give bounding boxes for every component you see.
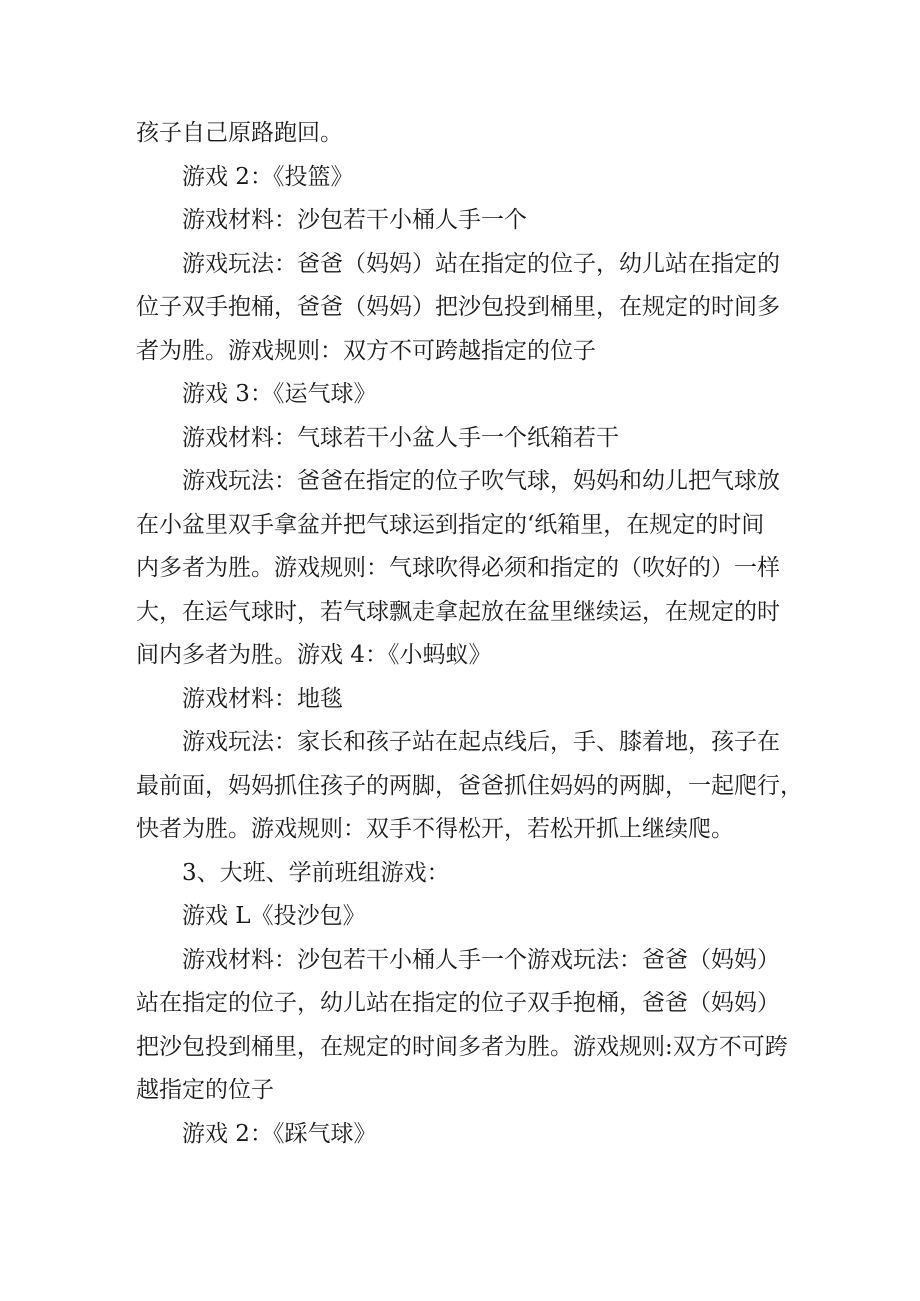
text-line: 越指定的位子	[136, 1077, 274, 1103]
paragraph	[136, 460, 796, 678]
document-body	[136, 112, 803, 1156]
text-line: 游戏材料：沙包若干小桶人手一个游戏玩法：爸爸（妈妈）	[182, 946, 780, 973]
game-heading	[136, 156, 796, 200]
game-heading	[136, 373, 796, 417]
text-line: 游戏 3：《运气球》	[182, 381, 377, 407]
text-line: 间内多者为胜。游戏 4：《小蚂蚁》	[136, 642, 492, 668]
text-line: 游戏玩法：爸爸（妈妈）站在指定的位子，幼儿站在指定的	[182, 250, 780, 277]
text-line: 快者为胜。游戏规则：双手不得松开，若松开抓上继续爬。	[136, 816, 734, 842]
text-line: 孩子自己原路跑回。	[136, 120, 343, 146]
text-line: 在小盆里双手拿盆并把气球运到指定的‘纸箱里，在规定的时间	[136, 511, 765, 538]
paragraph	[136, 678, 796, 722]
text-line: 游戏玩法：家长和孩子站在起点线后，手、膝着地，孩子在	[182, 729, 780, 755]
text-line: 游戏 2：《踩气球》	[182, 1120, 377, 1147]
paragraph	[136, 199, 796, 243]
text-line: 游戏 L《投沙包》	[182, 903, 366, 929]
text-line: 内多者为胜。游戏规则：气球吹得必须和指定的（吹好的）一样	[136, 555, 780, 581]
text-line: 游戏材料：气球若干小盆人手一个纸箱若干	[182, 424, 619, 451]
paragraph	[136, 721, 803, 852]
text-line: 游戏 2：《投篮》	[182, 163, 354, 190]
text-line: 把沙包投到桶里，在规定的时间多者为胜。游戏规则:双方不可跨	[136, 1033, 788, 1060]
text-line: 大，在运气球时，若气球飘走拿起放在盆里继续运，在规定的时	[136, 598, 780, 625]
text-line: 站在指定的位子，幼儿站在指定的位子双手抱桶，爸爸（妈妈）	[136, 990, 780, 1016]
text-line: 游戏材料：地毯	[182, 685, 343, 712]
text-line: 游戏材料：沙包若干小桶人手一个	[182, 207, 527, 233]
text-line: 游戏玩法：爸爸在指定的位子吹气球，妈妈和幼儿把气球放	[182, 468, 780, 494]
paragraph	[136, 243, 796, 374]
text-line: 位子双手抱桶，爸爸（妈妈）把沙包投到桶里，在规定的时间多	[136, 294, 780, 320]
game-heading	[136, 895, 796, 939]
paragraph	[136, 939, 796, 1113]
text-line: 者为胜。游戏规则：双方不可跨越指定的位子	[136, 337, 596, 364]
section-heading	[136, 852, 796, 896]
paragraph	[136, 417, 796, 461]
text-line: 3、大班、学前班组游戏：	[182, 859, 450, 886]
text-line: 最前面，妈妈抓住孩子的两脚，爸爸抓住妈妈的两脚，一起爬行，	[136, 772, 803, 799]
game-heading	[136, 1113, 796, 1157]
paragraph	[136, 112, 796, 156]
